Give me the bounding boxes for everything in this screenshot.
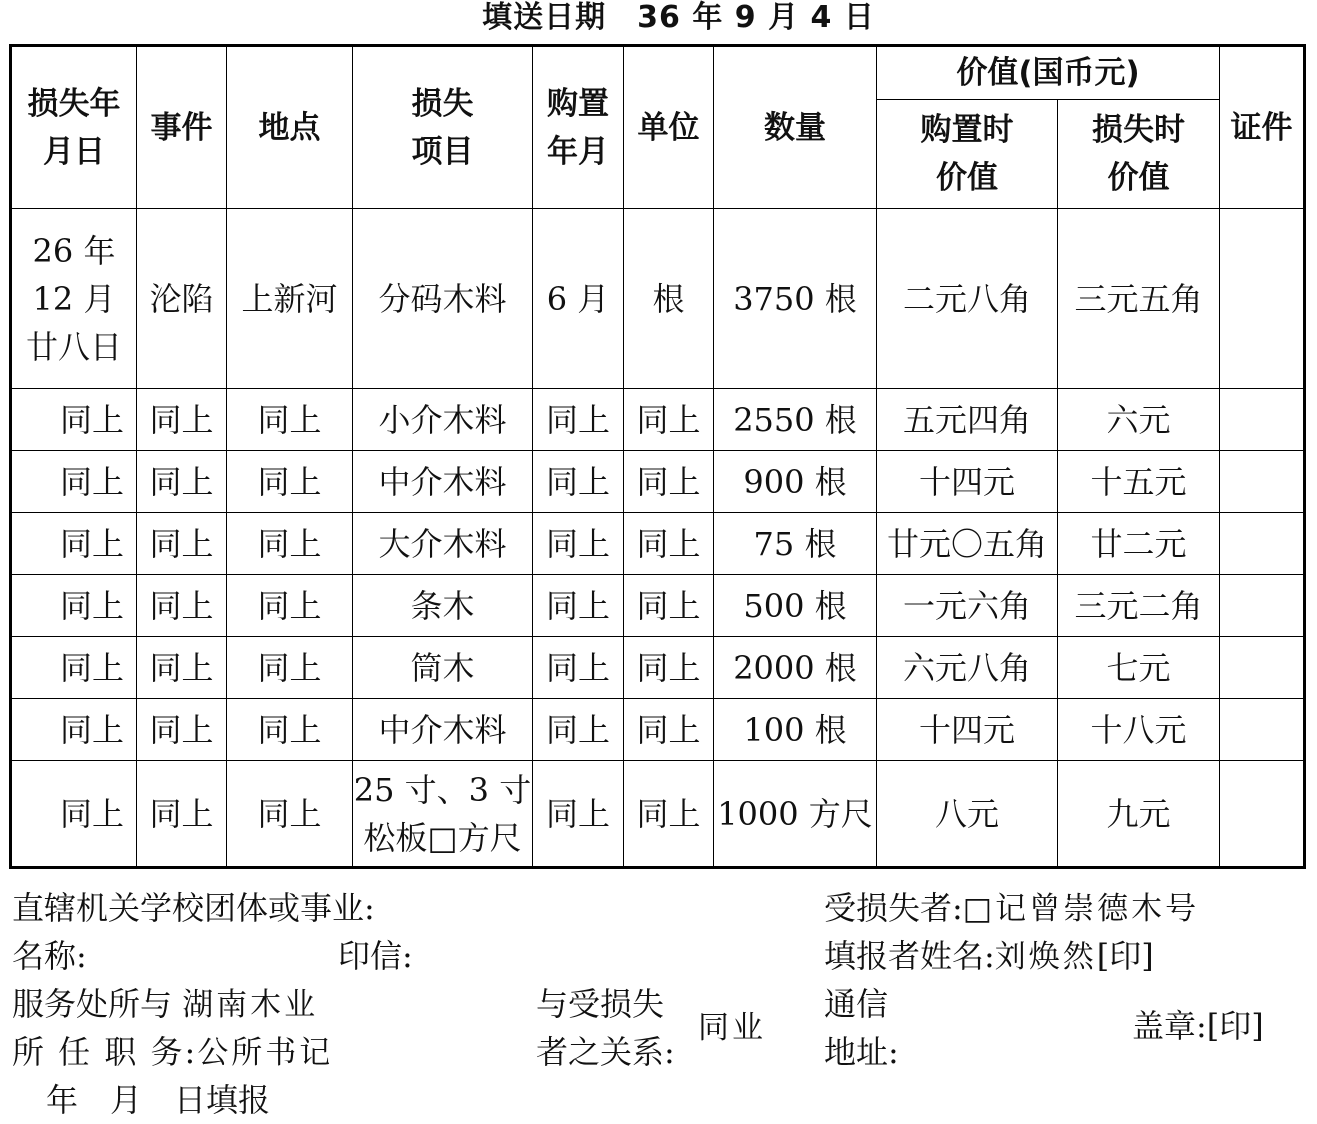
cell-value-purchase: 二元八角 [877,209,1058,389]
cell-certificate [1220,389,1305,451]
cell-unit: 同上 [624,699,714,761]
cell-place: 同上 [227,389,353,451]
cell-event: 同上 [137,389,227,451]
cell-value-purchase: 十四元 [877,699,1058,761]
loss-report-table [9,44,1306,869]
cell-certificate [1220,451,1305,513]
cell-certificate [1220,513,1305,575]
header-item: 损失 项目 [353,46,533,209]
cell-unit: 同上 [624,513,714,575]
cell-quantity: 900 根 [714,451,877,513]
header-place: 地点 [227,46,353,209]
cell-item: 大介木料 [353,513,533,575]
stamp-value: [印] [1206,1007,1264,1045]
relation-label-line2: 者之关系: [536,1033,675,1071]
cell-purchase-date: 同上 [533,389,624,451]
cell-loss-date: 26 年 12 月 廿八日 [11,209,137,389]
cell-quantity: 500 根 [714,575,877,637]
cell-purchase-date: 同上 [533,761,624,868]
office-label [12,980,318,1029]
cell-purchase-date: 6 月 [533,209,624,389]
position-label-text: 所 任 职 务: [12,1033,198,1071]
office-label-text: 服务处所与 [12,985,173,1023]
cell-unit: 同上 [624,637,714,699]
cell-value-loss: 三元二角 [1058,575,1220,637]
position-value: 公所书记 [197,1035,334,1071]
cell-quantity: 75 根 [714,513,877,575]
table-row [11,637,1305,699]
cell-place: 同上 [227,637,353,699]
table-row [11,761,1305,868]
cell-value-purchase: 十四元 [877,451,1058,513]
cell-loss-date: 同上 [11,451,137,513]
stamp-label [1132,1002,1264,1050]
form-date-title: 填送日期 36 年 9 月 4 日 [482,0,875,35]
cell-quantity: 3750 根 [714,209,877,389]
table-row [11,451,1305,513]
victim-label-text: 受损失者: [824,889,963,927]
seal-label: 印信: [338,937,413,975]
reporter-value: 刘焕然 [994,939,1097,975]
stamp-label-text: 盖章: [1132,1007,1207,1045]
cell-place: 同上 [227,761,353,868]
cell-purchase-date: 同上 [533,575,624,637]
contact-label-line1: 通信 [824,985,889,1023]
cell-value-loss: 十八元 [1058,699,1220,761]
cell-certificate [1220,209,1305,389]
cell-event: 沦陷 [137,209,227,389]
cell-quantity: 1000 方尺 [714,761,877,868]
header-unit: 单位 [624,46,714,209]
cell-loss-date: 同上 [11,513,137,575]
cell-unit: 同上 [624,761,714,868]
cell-loss-date: 同上 [11,699,137,761]
cell-place: 同上 [227,699,353,761]
table-row [11,209,1305,389]
cell-value-purchase: 廿元〇五角 [877,513,1058,575]
table-row [11,389,1305,451]
cell-loss-date: 同上 [11,637,137,699]
cell-value-loss: 九元 [1058,761,1220,868]
cell-loss-date: 同上 [11,575,137,637]
cell-loss-date: 同上 [11,389,137,451]
header-loss-date: 损失年 月日 [11,46,137,209]
fill-date-label: 年 月 日填报 [46,1081,271,1119]
cell-item: 中介木料 [353,699,533,761]
cell-value-purchase: 五元四角 [877,389,1058,451]
relation-value: 同业 [698,1010,766,1046]
header-event: 事件 [137,46,227,209]
cell-unit: 同上 [624,575,714,637]
cell-event: 同上 [137,575,227,637]
header-value-loss: 损失时 价值 [1058,100,1220,209]
cell-value-loss: 七元 [1058,637,1220,699]
cell-place: 同上 [227,513,353,575]
cell-loss-date: 同上 [11,761,137,868]
reporter-label [824,932,1154,981]
cell-quantity: 2550 根 [714,389,877,451]
cell-value-purchase: 八元 [877,761,1058,868]
office-value: 湖南木业 [182,987,319,1023]
cell-value-loss: 廿二元 [1058,513,1220,575]
header-value-group: 价值(国币元) [877,46,1220,100]
contact-label-line2: 地址: [824,1033,899,1071]
cell-value-purchase: 一元六角 [877,575,1058,637]
cell-quantity: 100 根 [714,699,877,761]
victim-label [824,884,1199,933]
cell-unit: 同上 [624,389,714,451]
cell-place: 同上 [227,451,353,513]
reporter-seal: [印] [1096,937,1154,975]
cell-event: 同上 [137,451,227,513]
cell-purchase-date: 同上 [533,699,624,761]
cell-item: 25 寸、3 寸 松板□方尺 [353,761,533,868]
cell-place: 同上 [227,575,353,637]
cell-event: 同上 [137,637,227,699]
cell-value-loss: 三元五角 [1058,209,1220,389]
cell-quantity: 2000 根 [714,637,877,699]
position-label [12,1028,333,1077]
header-purchase-date: 购置 年月 [533,46,624,209]
header-certificate: 证件 [1220,46,1305,209]
header-quantity: 数量 [714,46,877,209]
cell-certificate [1220,699,1305,761]
victim-value: □记曾崇德木号 [962,891,1200,927]
cell-unit: 根 [624,209,714,389]
cell-purchase-date: 同上 [533,451,624,513]
cell-event: 同上 [137,699,227,761]
cell-item: 小介木料 [353,389,533,451]
table-row [11,699,1305,761]
cell-item: 筒木 [353,637,533,699]
cell-value-purchase: 六元八角 [877,637,1058,699]
cell-purchase-date: 同上 [533,513,624,575]
cell-event: 同上 [137,513,227,575]
reporter-label-text: 填报者姓名: [824,937,995,975]
name-label: 名称: [12,937,87,975]
cell-place: 上新河 [227,209,353,389]
relation-label-line1: 与受损失 [536,985,665,1023]
cell-item: 条木 [353,575,533,637]
cell-purchase-date: 同上 [533,637,624,699]
cell-value-loss: 十五元 [1058,451,1220,513]
cell-certificate [1220,761,1305,868]
cell-item: 中介木料 [353,451,533,513]
cell-event: 同上 [137,761,227,868]
cell-value-loss: 六元 [1058,389,1220,451]
cell-item: 分码木料 [353,209,533,389]
header-value-purchase: 购置时 价值 [877,100,1058,209]
table-row [11,513,1305,575]
agency-label: 直辖机关学校团体或事业: [12,889,375,927]
cell-unit: 同上 [624,451,714,513]
cell-certificate [1220,575,1305,637]
cell-certificate [1220,637,1305,699]
table-row [11,575,1305,637]
